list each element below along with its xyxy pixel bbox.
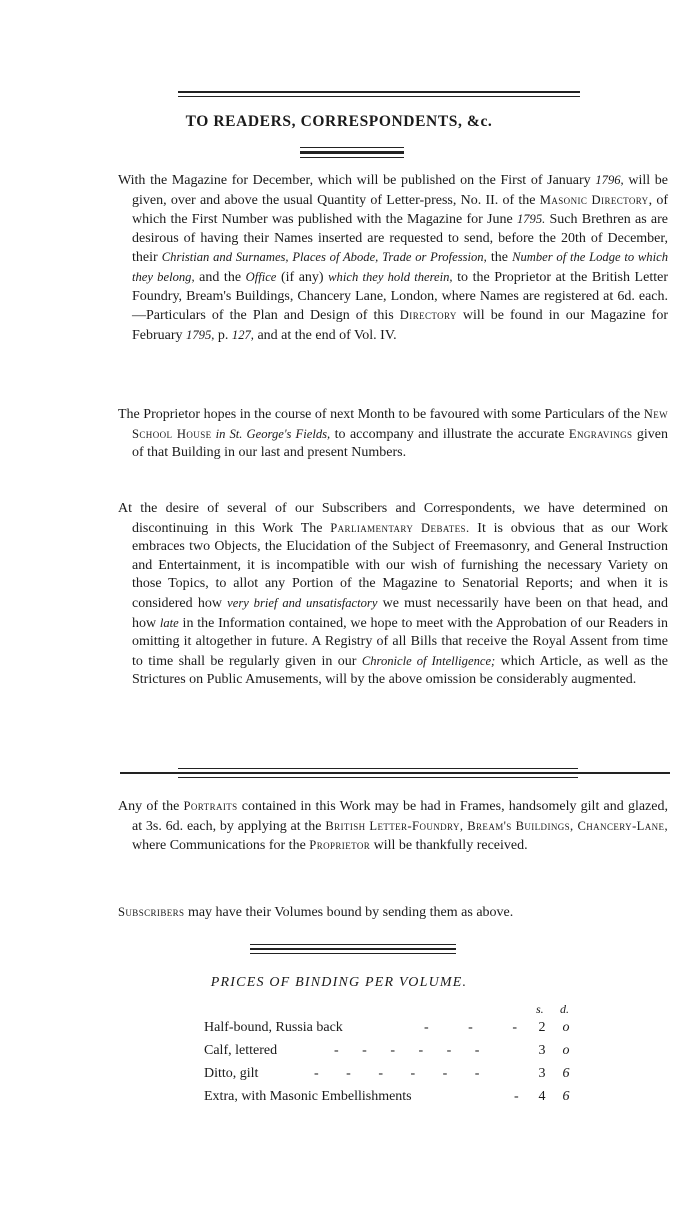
title-ornament-rule-thick [300, 151, 404, 154]
price-shillings: 3 [538, 1066, 546, 1081]
price-pence: o [562, 1043, 570, 1058]
top-rule-thin [178, 96, 580, 97]
price-row [204, 1043, 584, 1063]
section-separator-rule-lower [178, 777, 578, 778]
price-pence: 6 [562, 1066, 570, 1081]
leader-dashes: - [514, 1089, 537, 1104]
paragraph-masonic-directory: With the Magazine for December, which will be published on the First of January 1796, will be given, over and above the usual Quantity of Letter-press, No. II. of the Masonic Directory, of which the First Number was published with the Magazine for June 1795. Such Brethren as are desirous of having their Names inserted are requested to send, before the 20th of December, their Christian and Surnames, Places of Abode, Trade or Profession, the Number of the Lodge to which they belong, and the Office (if any) which they hold therein, to the Proprietor at the British Letter Foundry, Bream's Buildings, Chancery Lane, London, where Names are registered at 6d. each.—Particulars of the Plan and Design of this Directory will be found in our Magazine for February 1795, p. 127, and at the end of Vol. IV. [118, 173, 668, 343]
prices-rule-thick [250, 948, 456, 950]
binding-label: Extra, with Masonic Embellishments [204, 1089, 412, 1104]
title-ornament-rule-lower [300, 157, 404, 158]
shillings-column-header: s. [536, 1002, 544, 1016]
pence-column-header: d. [560, 1002, 569, 1016]
price-shillings: 4 [538, 1089, 546, 1104]
section-separator-rule-thick [120, 772, 670, 774]
title-ornament-rule [300, 147, 404, 148]
leader-dashes: - - - - - - [334, 1043, 490, 1058]
paragraph-subscribers: Subscribers may have their Volumes bound by sending them as above. [118, 905, 514, 920]
prices-title: PRICES OF BINDING PER VOLUME. [210, 975, 468, 990]
section-separator-rule [178, 768, 578, 769]
leader-dashes: - - - - - - [314, 1066, 492, 1081]
price-row [204, 1089, 584, 1109]
price-pence: 6 [562, 1089, 570, 1104]
paragraph-parliamentary-debates: At the desire of several of our Subscribers and Correspondents, we have determined on discontinuing in this Work The Parliamentary Debates. It is obvious that as our Work embraces two Objects, the Elucidation of the Subject of Freemasonry, and General Instruction and Entertainment, it is incompatible with our wish of furnishing the necessary Variety on those Topics, to allot any Portion of the Magazine to Senatorial Reports; and when it is considered how very brief and unsatisfactory we must necessarily have been on that head, and how late in the Information contained, we hope to meet with the Approbation of our Readers in omitting it altogether in future. A Registry of all Bills that receive the Royal Assent from time to time shall be regularly given in our Chronicle of Intelligence; which Article, as well as the Strictures on Public Amusements, will by the above omission be considerably augmented. [118, 501, 669, 688]
price-row [204, 1066, 584, 1086]
top-rule [178, 91, 580, 93]
leader-dashes: - - - [424, 1020, 535, 1035]
binding-label: Calf, lettered [204, 1043, 278, 1058]
price-row [204, 1020, 584, 1040]
page-title: TO READERS, CORRESPONDENTS, &c. [185, 113, 493, 130]
price-pence: o [562, 1020, 570, 1035]
prices-rule [250, 944, 456, 945]
prices-rule-lower [250, 953, 456, 954]
paragraph-new-school-house: The Proprietor hopes in the course of next Month to be favoured with some Particulars of the New School House in St. George's Fields, to accompany and illustrate the accurate Engravings given of that Building in our last and present Numbers. [118, 407, 668, 461]
paragraph-portraits: Any of the Portraits contained in this Work may be had in Frames, handsomely gilt and glazed, at 3s. 6d. each, by applying at the British Letter-Foundry, Bream's Buildings, Chancery-Lane, where Communications for the Proprietor will be thankfully received. [118, 799, 668, 854]
binding-label: Ditto, gilt [204, 1066, 259, 1081]
binding-label: Half-bound, Russia back [204, 1020, 343, 1035]
price-shillings: 3 [538, 1043, 546, 1058]
price-shillings: 2 [538, 1020, 546, 1035]
